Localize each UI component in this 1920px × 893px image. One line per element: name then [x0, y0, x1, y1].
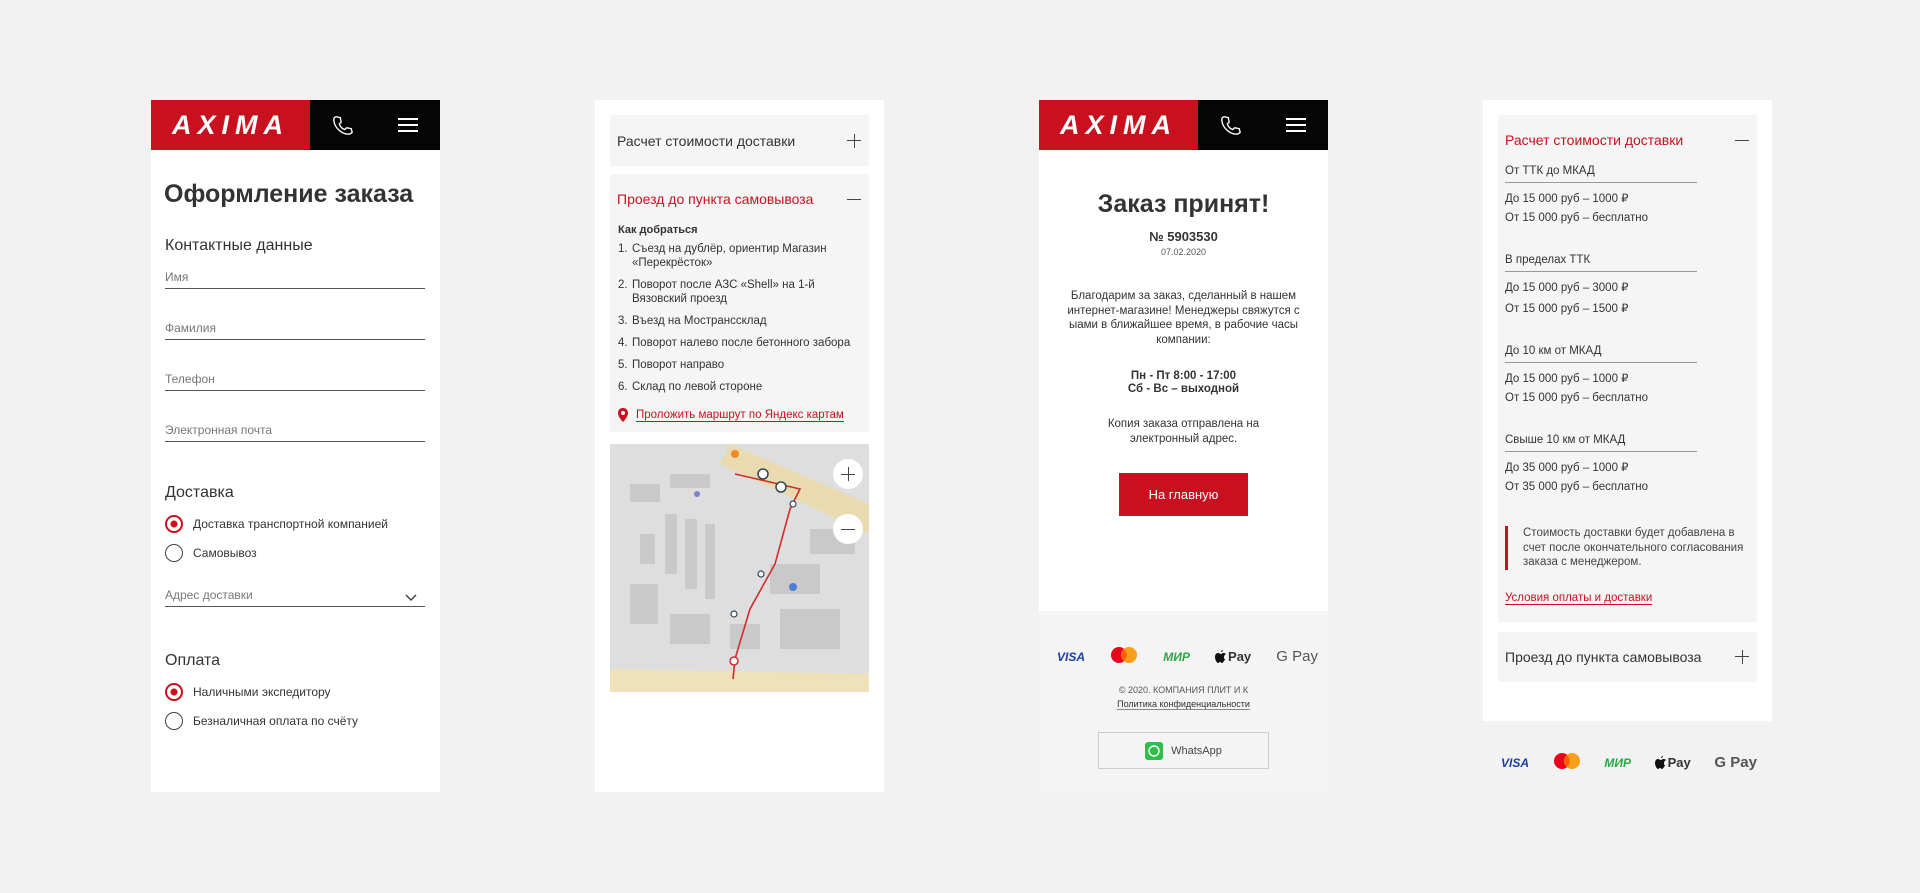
mastercard-icon	[1553, 752, 1581, 773]
visa-icon: VISA	[1501, 755, 1530, 770]
copy-note: Копия заказа отправлена на электронный адрес.	[1107, 418, 1260, 445]
zone-block: В пределах ТТК До 15 000 руб – 3000 ₽ От 15 000 руб – 1500 ₽	[1505, 254, 1750, 315]
phone-icon[interactable]	[323, 105, 363, 145]
surname-field[interactable]: Фамилия	[165, 316, 425, 340]
accordion-title: Проезд до пункта самовывоза	[1505, 648, 1702, 665]
zone-block: От ТТК до МКАД До 15 000 руб – 1000 ₽ От 15 000 руб – бесплатно	[1505, 165, 1750, 224]
order-success-panel	[1039, 100, 1328, 611]
delivery-cost-panel	[1483, 100, 1772, 721]
list-item: 5. Поворот направо	[618, 359, 725, 371]
minus-icon	[841, 522, 855, 536]
mir-icon: МИР	[1604, 755, 1631, 770]
visa-icon: VISA	[1057, 649, 1086, 664]
logo[interactable]: AXIMA	[1039, 100, 1198, 150]
email-field[interactable]: Электронная почта	[165, 418, 425, 442]
apple-pay-icon: Pay	[1215, 649, 1251, 664]
menu-icon[interactable]	[388, 105, 428, 145]
contacts-heading: Контактные данные	[165, 237, 313, 254]
pickup-accordion[interactable]	[1498, 632, 1757, 682]
work-hours-weekend: Сб - Вс – выходной	[1127, 383, 1240, 395]
site-header	[1039, 100, 1328, 150]
checkout-panel	[151, 100, 440, 792]
zoom-in-button[interactable]	[833, 459, 863, 489]
accordion-title: Расчет стоимости доставки	[1505, 132, 1684, 148]
phone-icon[interactable]	[1211, 105, 1251, 145]
payment-methods	[1483, 752, 1772, 773]
terms-link[interactable]: Условия оплаты и доставки	[1505, 591, 1653, 604]
zoom-out-button[interactable]	[833, 514, 863, 544]
list-item: 2. Поворот после АЗС «Shell» на 1-й Вязовский проезд	[618, 279, 815, 305]
plus-icon	[841, 467, 855, 481]
payment-option-cash[interactable]: Наличными экспедитору	[165, 682, 425, 702]
address-select[interactable]: Адрес доставки	[165, 583, 425, 607]
whatsapp-button[interactable]: WhatsApp	[1098, 732, 1269, 769]
accordion-header[interactable]	[1505, 115, 1750, 165]
list-item: 3. Въезд на Мостранссклад	[618, 315, 767, 327]
site-footer	[1039, 611, 1328, 786]
delivery-option-company[interactable]: Доставка транспортной компанией	[165, 514, 425, 534]
pickup-accordion-header[interactable]	[610, 174, 869, 224]
delivery-cost-accordion	[1498, 115, 1757, 622]
list-item: 1. Съезд на дублёр, ориентир Магазин «Перекрёсток»	[618, 243, 827, 269]
phone-field[interactable]: Телефон	[165, 367, 425, 391]
thanks-text: Благодарим за заказ, сделанный в нашем интернет-магазине! Менеджеры свяжутся с ыами в ближайшее время, в рабочие часы компании:	[1067, 290, 1300, 346]
work-hours-weekdays: Пн - Пт 8:00 - 17:00	[1130, 370, 1237, 382]
delivery-calc-accordion[interactable]	[610, 115, 869, 166]
minus-icon[interactable]	[847, 192, 861, 206]
zone-block: До 10 км от МКАД До 15 000 руб – 1000 ₽ От 15 000 руб – бесплатно	[1505, 345, 1750, 404]
google-pay-icon: G Pay	[1714, 754, 1757, 771]
name-field[interactable]: Имя	[165, 265, 425, 289]
site-header	[151, 100, 440, 150]
minus-icon[interactable]	[1735, 133, 1749, 147]
success-title: Заказ принят!	[1097, 190, 1270, 218]
accordion-title: Проезд до пункта самовывоза	[617, 191, 814, 207]
zone-block: Свыше 10 км от МКАД До 35 000 руб – 1000 ₽ От 35 000 руб – бесплатно	[1505, 434, 1750, 493]
radio-unselected[interactable]	[165, 544, 183, 562]
delivery-note: Стоимость доставки будет добавлена в счет после окончательного согласования заказа с менеджером.	[1505, 526, 1750, 570]
radio-selected[interactable]	[165, 683, 183, 701]
map[interactable]	[610, 444, 869, 692]
order-date: 07.02.2020	[1160, 247, 1207, 257]
page-title: Оформление заказа	[164, 180, 414, 208]
route-link[interactable]: Проложить маршрут по Яндекс картам	[618, 408, 861, 422]
order-number: № 5903530	[1149, 229, 1218, 244]
map-pin-icon	[618, 408, 628, 422]
mastercard-icon	[1110, 646, 1138, 667]
pickup-panel	[595, 100, 884, 792]
radio-selected[interactable]	[165, 515, 183, 533]
mir-icon: МИР	[1163, 649, 1190, 664]
logo[interactable]: AXIMA	[151, 100, 310, 150]
plus-icon[interactable]	[847, 134, 861, 148]
plus-icon[interactable]	[1735, 650, 1749, 664]
payment-option-invoice[interactable]: Безналичная оплата по счёту	[165, 711, 425, 731]
apple-pay-icon: Pay	[1655, 755, 1691, 770]
home-button[interactable]: На главную	[1119, 473, 1248, 516]
payment-methods	[1057, 646, 1318, 667]
radio-unselected[interactable]	[165, 712, 183, 730]
pickup-accordion	[610, 174, 869, 432]
delivery-heading: Доставка	[165, 484, 234, 501]
how-to-get-heading: Как добраться	[618, 224, 698, 236]
payment-heading: Оплата	[165, 652, 221, 669]
chevron-down-icon	[405, 594, 417, 602]
privacy-link[interactable]: Политика конфиденциальности	[1117, 699, 1250, 709]
delivery-option-pickup[interactable]: Самовывоз	[165, 543, 425, 563]
google-pay-icon: G Pay	[1276, 648, 1318, 665]
copyright: © 2020. КОМПАНИЯ ПЛИТ И К	[1118, 685, 1249, 695]
whatsapp-icon	[1145, 742, 1163, 760]
list-item: 4. Поворот налево после бетонного забора	[618, 337, 851, 349]
accordion-title: Расчет стоимости доставки	[617, 132, 796, 149]
list-item: 6. Склад по левой стороне	[618, 381, 763, 393]
menu-icon[interactable]	[1276, 105, 1316, 145]
